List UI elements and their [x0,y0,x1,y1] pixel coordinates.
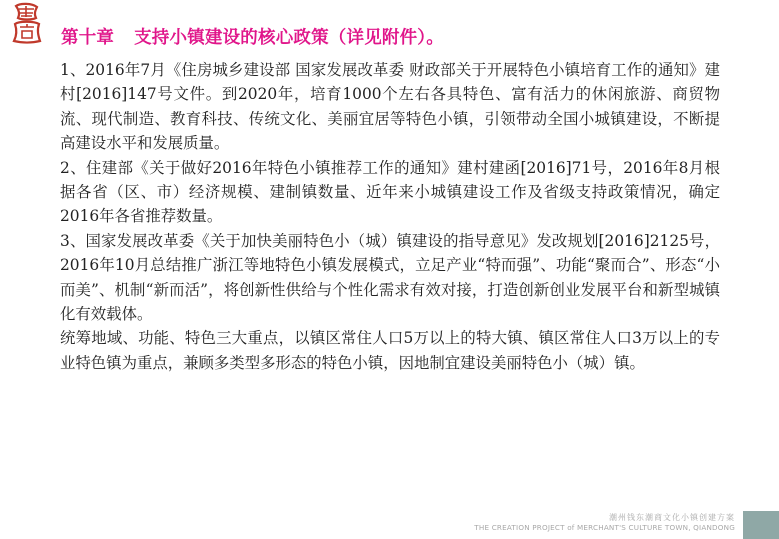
chaoshang-logo-icon [10,2,44,44]
footer-caption [474,512,735,533]
chaoshang-logo [10,2,44,44]
policy-paragraph-summary: 统筹地域、功能、特色三大重点，以镇区常住人口5万以上的特大镇、镇区常住人口3万以上的专业特色镇为重点，兼顾多类型多形态的特色小镇，因地制宜建设美丽特色小（城）镇。 [60,329,720,372]
policy-content [60,58,720,375]
policy-paragraph-1: 1、2016年7月《住房城乡建设部 国家发展改革委 财政部关于开展特色小镇培育工作的通知》建村[2016]147号文件。到2020年，培育1000个左右各具特色、富有活力的休闲旅游、商贸物流、现代制造、教育科技、传统文化、美丽宜居等特色小镇，引领带动全国小城镇建设，不断提高建设水平和发展质量。 [60,61,720,153]
policy-paragraph-3: 3、国家发展改革委《关于加快美丽特色小（城）镇建设的指导意见》发改规划[2016]2125号，2016年10月总结推广浙江等地特色小镇发展模式，立足产业“特而强”、功能“聚而合”、形态“小而美”、机制“新而活”，将创新性供给与个性化需求有效对接，打造创新创业发展平台和新型城镇化有效载体。 [60,231,720,324]
footer-accent-block [743,511,779,539]
footer-chinese-title: 潮州钱东潮商文化小镇创建方案 [609,513,735,522]
policy-paragraph-2: 2、住建部《关于做好2016年特色小镇推荐工作的通知》建村建函[2016]71号，2016年8月根据各省（区、市）经济规模、建制镇数量、近年来小城镇建设工作及省级支持政策情况，确定2016年各省推荐数量。 [60,158,720,226]
chapter-heading [61,26,444,50]
chapter-number: 第十章 [61,28,115,48]
chapter-title: 支持小镇建设的核心政策（详见附件）。 [134,28,444,48]
footer-english-title: THE CREATION PROJECT of MERCHANT'S CULTURE TOWN, QIANDONG [474,523,735,532]
